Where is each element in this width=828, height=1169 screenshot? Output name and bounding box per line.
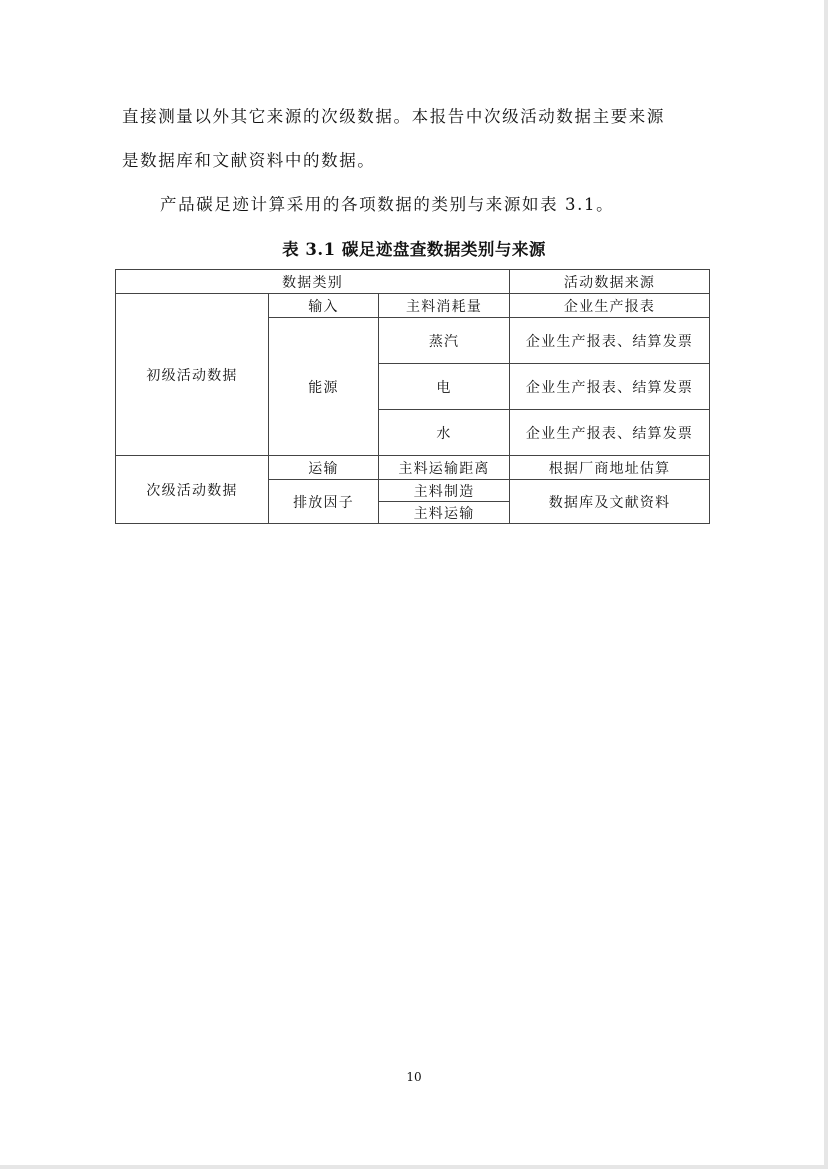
transport-source: 根据厂商地址估算 — [510, 456, 710, 480]
page-number: 10 — [406, 1070, 422, 1084]
input-source: 企业生产报表 — [510, 294, 710, 318]
primary-data-label: 初级活动数据 — [116, 294, 269, 456]
energy-item-water: 水 — [379, 410, 510, 456]
table-row — [116, 294, 710, 318]
energy-source-water: 企业生产报表、结算发票 — [510, 410, 710, 456]
page-edge-right — [824, 0, 828, 1169]
transport-label: 运输 — [269, 456, 379, 480]
page-edge-bottom — [0, 1165, 828, 1169]
emission-item-transport: 主料运输 — [379, 502, 510, 524]
secondary-data-label: 次级活动数据 — [116, 456, 269, 524]
table-row — [116, 456, 710, 480]
body-paragraph-line-2: 是数据库和文献资料中的数据。 — [122, 151, 376, 170]
energy-label: 能源 — [269, 318, 379, 456]
header-source-cell: 活动数据来源 — [510, 270, 710, 294]
input-label: 输入 — [269, 294, 379, 318]
header-category-cell: 数据类别 — [116, 270, 510, 294]
emission-factor-label: 排放因子 — [269, 480, 379, 524]
energy-source-electricity: 企业生产报表、结算发票 — [510, 364, 710, 410]
emission-source: 数据库及文献资料 — [510, 480, 710, 524]
emission-item-manufacturing: 主料制造 — [379, 480, 510, 502]
energy-item-steam: 蒸汽 — [379, 318, 510, 364]
input-item: 主料消耗量 — [379, 294, 510, 318]
body-paragraph-line-3: 产品碳足迹计算采用的各项数据的类别与来源如表 3.1。 — [160, 195, 615, 214]
energy-source-steam: 企业生产报表、结算发票 — [510, 318, 710, 364]
energy-item-electricity: 电 — [379, 364, 510, 410]
data-category-table — [115, 269, 710, 524]
transport-item: 主料运输距离 — [379, 456, 510, 480]
table-caption: 表 3.1 碳足迹盘查数据类别与来源 — [282, 240, 546, 259]
table-header-row — [116, 270, 710, 294]
body-paragraph-line-1: 直接测量以外其它来源的次级数据。本报告中次级活动数据主要来源 — [122, 107, 665, 126]
